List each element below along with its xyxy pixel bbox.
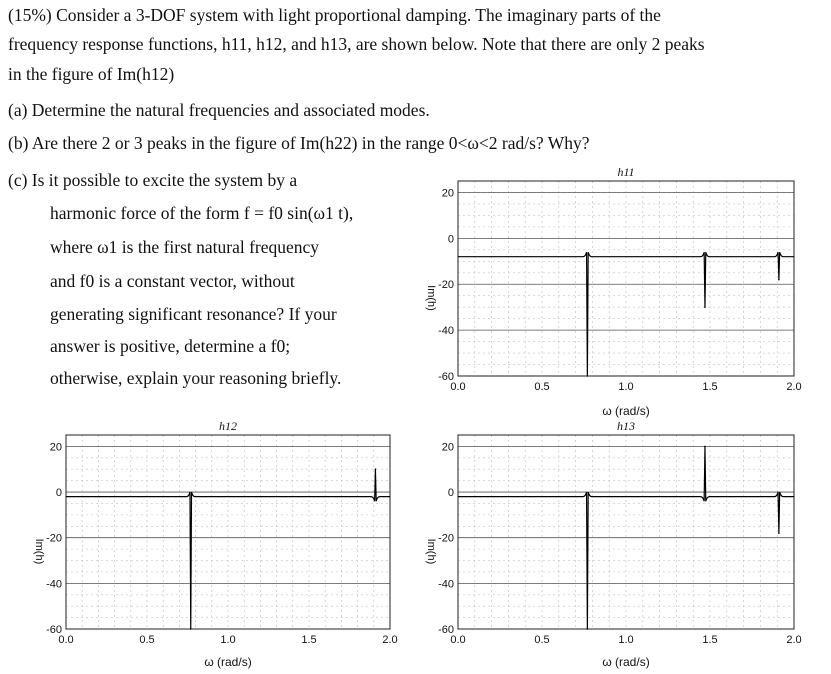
peak-point <box>587 375 589 377</box>
x-tick-label: 1.0 <box>220 634 236 646</box>
part-c-line-2: harmonic force of the form f = f0 sin(ω1 t), <box>50 203 354 223</box>
y-tick-label: -60 <box>438 624 454 636</box>
x-tick-label: 1.0 <box>618 381 634 393</box>
intro-line-1: (15%) Consider a 3-DOF system with light proportional damping. The imaginary parts of the <box>8 5 661 25</box>
x-tick-label: 1.0 <box>618 634 634 646</box>
x-axis-label: ω (rad/s) <box>602 655 650 669</box>
plot-frame <box>458 435 794 629</box>
part-c-line-1: (c) Is it possible to excite the system by a <box>8 170 298 190</box>
y-tick-label: -20 <box>438 532 454 545</box>
plot-h13 <box>414 418 814 674</box>
peak-point <box>704 446 706 448</box>
plot-frame <box>66 435 390 629</box>
x-axis-label: ω (rad/s) <box>602 404 650 418</box>
x-tick-label: 0.0 <box>58 634 74 646</box>
y-tick-label: -20 <box>438 279 454 292</box>
peak-point <box>778 279 780 281</box>
x-tick-label: 1.5 <box>301 634 317 646</box>
y-tick-label: -60 <box>46 624 62 636</box>
part-c-line-6: answer is positive, determine a f0; <box>50 336 291 356</box>
x-tick-label: 2.0 <box>382 634 398 646</box>
y-tick-label: -20 <box>46 532 62 545</box>
y-tick-label: 20 <box>441 441 454 454</box>
part-c-line-3: where ω1 is the first natural frequency <box>50 237 320 257</box>
peak-point <box>375 468 377 470</box>
x-tick-label: 0.0 <box>450 634 466 646</box>
peak-point <box>587 628 589 630</box>
intro-line-2: frequency response functions, h11, h12, and h13, are shown below. Note that there are only 2 peaks <box>8 34 705 54</box>
plot-h11 <box>414 163 814 433</box>
part-c-line-4: and f0 is a constant vector, without <box>50 271 295 291</box>
x-tick-label: 0.5 <box>139 634 155 646</box>
part-a: (a) Determine the natural frequencies and associated modes. <box>8 100 430 120</box>
y-tick-label: 20 <box>441 187 454 200</box>
y-tick-label: 0 <box>447 233 454 246</box>
y-tick-label: 0 <box>55 487 62 500</box>
x-tick-label: 0.5 <box>534 381 550 393</box>
plot-title: h13 <box>617 419 635 433</box>
y-tick-label: 0 <box>447 487 454 500</box>
x-axis-label: ω (rad/s) <box>204 655 252 669</box>
x-tick-label: 2.0 <box>786 381 802 393</box>
y-axis-label: Im(h) <box>425 285 437 311</box>
peak-point <box>704 306 706 308</box>
y-tick-label: 20 <box>49 441 62 454</box>
part-c-line-5: generating significant resonance? If your <box>50 304 337 324</box>
plot-title: h12 <box>219 419 237 433</box>
peak-point <box>190 628 192 630</box>
y-tick-label: -40 <box>438 325 454 338</box>
x-tick-label: 1.5 <box>702 381 718 393</box>
peak-point <box>778 532 780 534</box>
intro-line-3: in the figure of Im(h12) <box>8 64 175 84</box>
y-axis-label: Im(h) <box>425 538 437 565</box>
x-tick-label: 2.0 <box>786 634 802 646</box>
plot-title: h11 <box>617 165 635 179</box>
x-tick-label: 1.5 <box>702 634 718 646</box>
plot-h12 <box>22 418 412 674</box>
part-b: (b) Are there 2 or 3 peaks in the figure of Im(h22) in the range 0<ω<2 rad/s? Why? <box>8 133 590 153</box>
y-axis-label: Im(h) <box>33 538 45 565</box>
x-tick-label: 0.0 <box>450 381 466 393</box>
x-tick-label: 0.5 <box>534 634 550 646</box>
y-tick-label: -40 <box>46 578 62 591</box>
part-c-line-7: otherwise, explain your reasoning briefly. <box>50 368 342 388</box>
y-tick-label: -60 <box>438 371 454 383</box>
y-tick-label: -40 <box>438 578 454 591</box>
